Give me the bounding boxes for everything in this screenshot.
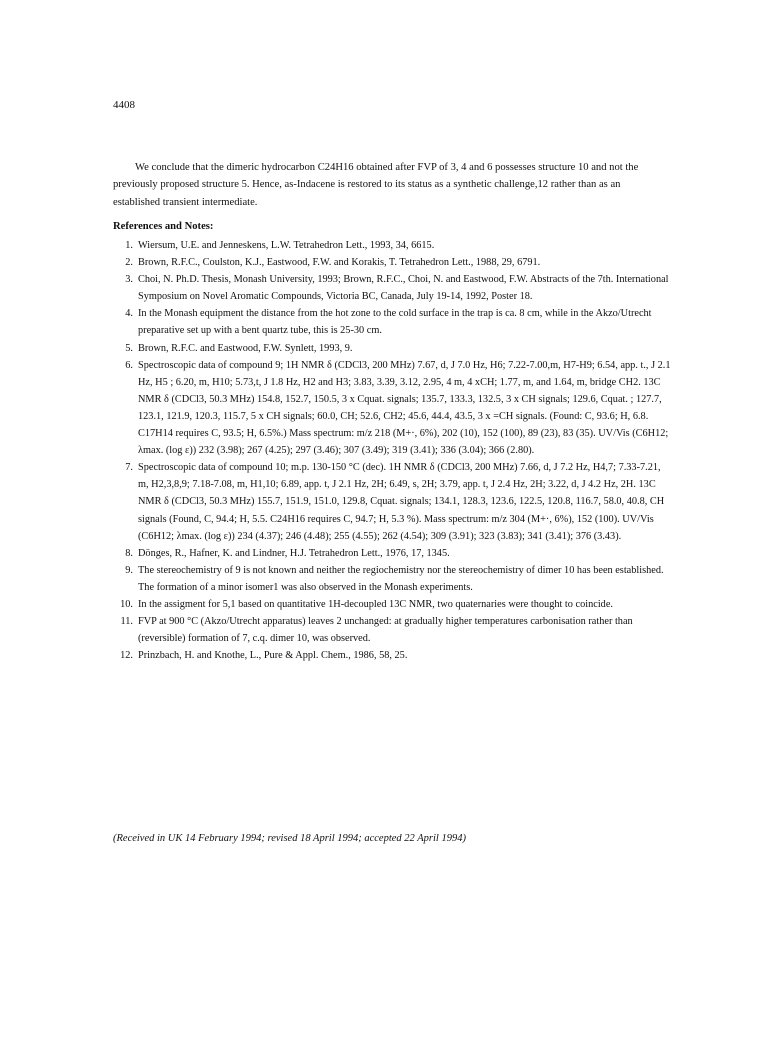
reference-item	[113, 613, 673, 647]
reference-text: Wiersum, U.E. and Jenneskens, L.W. Tetrahedron Lett., 1993, 34, 6615.	[138, 240, 435, 251]
received-dates: (Received in UK 14 February 1994; revised 18 April 1994; accepted 22 April 1994)	[113, 833, 466, 844]
reference-number: 1.	[125, 240, 133, 251]
references-heading: References and Notes:	[113, 221, 214, 232]
reference-number: 2.	[125, 257, 133, 269]
reference-item	[113, 596, 673, 613]
reference-number: 5.	[125, 342, 133, 354]
reference-item	[113, 305, 673, 339]
reference-item	[113, 647, 673, 664]
reference-item	[113, 562, 673, 596]
page-number: 4408	[113, 99, 135, 111]
reference-number: 8.	[125, 547, 133, 559]
reference-item	[113, 237, 673, 254]
reference-text: Spectroscopic data of compound 10; m.p. 130-150 °C (dec). 1H NMR δ (CDCl3, 200 MHz) 7.66, d, J 7.2 Hz, H4,7; 7.33-7.21, m, H2,3,8,9; 7.18-7.08, m, H1,10; 6.89, app. t, J 2.1 Hz, 2H; 6.49, s, 2H; 3.79, app. t, J 2.4 Hz, 2H; 3.22, d, J 4.2 Hz, 2H. 13C NMR δ (CDCl3, 50.3 MHz) 155.7, 151.9, 151.0, 129.8, Cquat. signals; 134.1, 128.3, 123.6, 122.5, 120.8, 116.7, 58.0, 40.8, CH signals (Found, C, 94.4; H, 5.5. C24H16 requires C, 94.7; H, 5.3 %). Mass spectrum: m/z 304 (M+·, 6%), 152 (100). UV/Vis (C6H12; λmax. (log ε)) 234 (4.37); 246 (4.48); 255 (4.55); 262 (4.54); 309 (3.91); 323 (3.83); 341 (3.41); 376 (3.43).	[138, 462, 665, 542]
reference-number: 11.	[120, 616, 133, 628]
reference-item	[113, 459, 673, 544]
reference-text: Dönges, R., Hafner, K. and Lindner, H.J. Tetrahedron Lett., 1976, 17, 1345.	[138, 547, 450, 559]
reference-number: 4.	[125, 308, 133, 320]
reference-text: Choi, N. Ph.D. Thesis, Monash University, 1993; Brown, R.F.C., Choi, N. and Eastwood, F.W. Abstracts of the 7th. International Symposium on Novel Aromatic Compounds, Victoria BC, Canada, July 19-14, 1992, Poster 18.	[138, 274, 669, 303]
references-list	[113, 237, 673, 664]
reference-text: Prinzbach, H. and Knothe, L., Pure & Appl. Chem., 1986, 58, 25.	[138, 650, 408, 662]
reference-number: 6.	[125, 359, 133, 371]
reference-item	[113, 254, 673, 271]
reference-text: Brown, R.F.C., Coulston, K.J., Eastwood, F.W. and Korakis, T. Tetrahedron Lett., 1988, 29, 6791.	[138, 257, 541, 269]
reference-text: In the Monash equipment the distance from the hot zone to the cold surface in the trap is ca. 8 cm, while in the Akzo/Utrecht preparative set up with a bent quartz tube, this is 25-30 cm.	[138, 308, 652, 337]
reference-number: 10.	[120, 598, 133, 610]
reference-item	[113, 271, 673, 305]
reference-item	[113, 340, 673, 357]
reference-number: 9.	[125, 564, 133, 576]
reference-text: Brown, R.F.C. and Eastwood, F.W. Synlett, 1993, 9.	[138, 342, 353, 354]
reference-text: In the assigment for 5,1 based on quantitative 1H-decoupled 13C NMR, two quaternaries were thought to coincide.	[138, 598, 613, 610]
reference-item	[113, 545, 673, 562]
reference-number: 3.	[125, 274, 133, 286]
reference-item	[113, 357, 673, 460]
reference-number: 7.	[125, 462, 133, 474]
conclusion-paragraph: We conclude that the dimeric hydrocarbon C24H16 obtained after FVP of 3, 4 and 6 possesses structure 10 and not the previously proposed structure 5. Hence, as-Indacene is restored to its status as a synthetic challenge,12 rather than as an established transient intermediate.	[113, 161, 639, 208]
reference-text: The stereochemistry of 9 is not known and neither the regiochemistry nor the stereochemistry of dimer 10 has been established. The formation of a minor isomer1 was also observed in the Monash experiments.	[138, 564, 664, 593]
reference-text: FVP at 900 °C (Akzo/Utrecht apparatus) leaves 2 unchanged: at gradually higher temperatures carbonisation rather than (reversible) formation of 7, c.q. dimer 10, was observed.	[138, 616, 633, 645]
reference-text: Spectroscopic data of compound 9; 1H NMR δ (CDCl3, 200 MHz) 7.67, d, J 7.0 Hz, H6; 7.22-7.00,m, H7-H9; 6.54, app. t., J 2.1 Hz, H5 ; 6.20, m, H10; 5.73,t, J 1.8 Hz, H2 and H3; 3.83, 3.39, 3.12, 2.95, 4 m, 4 xCH; 1.77, m, and 1.64, m, bridge CH2. 13C NMR δ (CDCl3, 50.3 MHz) 154.8, 152.7, 150.5, 3 x Cquat. signals; 135.7, 133.3, 132.5, 3 x CH signals; 129.6, Cquat. ; 127.7, 123.1, 121.9, 120.3, 115.7, 5 x CH signals; 60.0, CH; 52.6, CH2; 45.6, 44.4, 43.5, 3 x =CH signals. (Found: C, 93.6; H, 6.8. C17H14 requires C, 93.5; H, 6.5%.) Mass spectrum: m/z 218 (M+·, 6%), 202 (10), 152 (100), 89 (23), 83 (35). UV/Vis (C6H12; λmax. (log ε)) 232 (3.98); 267 (4.25); 297 (3.46); 307 (3.49); 319 (3.41); 336 (3.04); 366 (2.80).	[138, 359, 671, 457]
reference-number: 12.	[120, 650, 133, 662]
